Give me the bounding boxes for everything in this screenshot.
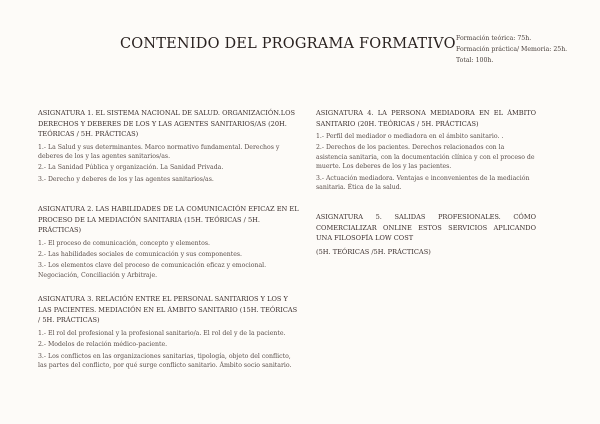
page-title: CONTENIDO DEL PROGRAMA FORMATIVO xyxy=(120,36,456,52)
subject-item: 1.- La Salud y sus determinantes. Marco normativo fundamental. Derechos y deberes de los y las agentes sanitarios/as. xyxy=(38,143,280,160)
subject-title: ASIGNATURA 1. EL SISTEMA NACIONAL DE SALUD. ORGANIZACIÓN.LOS DERECHOS Y DEBERES DE LOS Y LAS AGENTES SANITARIOS/AS (20H. TEÓRICAS / 5H. PRÁCTICAS) xyxy=(38,109,296,138)
subject-item: 3.- Derecho y deberes de los y las agentes sanitarios/as. xyxy=(38,175,214,183)
subject-item: 3.- Actuación mediadora. Ventajas e inconvenientes de la mediación sanitaria. Ética de la salud. xyxy=(316,174,530,192)
subject-item: 3.- Los conflictos en las organizaciones sanitarias, tipología, objeto del conflicto, las partes del conflicto, por qué surge conflicto sanitario. Ámbito socio sanitario. xyxy=(38,352,292,369)
theory-hours: Formación teórica: 75h. xyxy=(456,35,532,42)
right-column xyxy=(316,108,536,271)
subject-2 xyxy=(38,204,300,280)
practice-hours: Formación práctica/ Memoria: 25h. xyxy=(456,46,568,53)
subject-title: ASIGNATURA 4. LA PERSONA MEDIADORA EN EL ÁMBITO SANITARIO (20H. TEÓRICAS / 5H. PRÁCTICAS) xyxy=(316,109,536,128)
hours-summary xyxy=(456,33,567,66)
subject-title: ASIGNATURA 5. SALIDAS PROFESIONALES. CÓMO COMERCIALIZAR ONLINE ESTOS SERVICIOS APLICANDO UNA FILOSOFÍA LOW COST xyxy=(316,213,536,243)
subject-3 xyxy=(38,294,300,370)
subject-item: 1.- El rol del profesional y la profesional sanitario/a. El rol del y de la paciente. xyxy=(38,329,286,337)
subject-item: 3.- Los elementos clave del proceso de comunicación eficaz y emocional. Negociación, Conciliación y Arbitraje. xyxy=(38,262,267,279)
left-column xyxy=(38,108,300,384)
subject-item: 1.- Perfil del mediador o mediadora en el ámbito sanitario. . xyxy=(316,133,504,140)
subject-title: ASIGNATURA 2. LAS HABILIDADES DE LA COMUNICACIÓN EFICAZ EN EL PROCESO DE LA MEDIACIÓN SANITARIA (15H. TEÓRICAS / 5H. PRÁCTICAS) xyxy=(38,205,299,235)
subject-item: 2.- Modelos de relación médico-paciente. xyxy=(38,341,168,349)
subject-1 xyxy=(38,108,300,184)
subject-title: ASIGNATURA 3. RELACIÓN ENTRE EL PERSONAL SANITARIOS Y LOS Y LAS PACIENTES. MEDIACIÓN EN EL ÁMBITO SANITARIO (15H. TEÓRICAS / 5H. PRÁCTICAS) xyxy=(38,295,298,325)
subject-subtitle: (5H. TEÓRICAS /5H. PRÁCTICAS) xyxy=(316,247,431,256)
subject-item: 1.- El proceso de comunicación, concepto y elementos. xyxy=(38,239,210,247)
subject-4 xyxy=(316,108,536,192)
subject-item: 2.- Derechos de los pacientes. Derechos relacionados con la asistencia sanitaria, con la documentación clínica y con el proceso de muerte. Los deberes de los y las pacientes. xyxy=(316,144,535,171)
subject-5 xyxy=(316,212,536,257)
subject-item: 2.- Las habilidades sociales de comunicación y sus componentes. xyxy=(38,251,243,259)
total-hours: Total: 100h. xyxy=(456,57,494,64)
subject-item: 2.- La Sanidad Pública y organización. La Sanidad Privada. xyxy=(38,164,224,172)
